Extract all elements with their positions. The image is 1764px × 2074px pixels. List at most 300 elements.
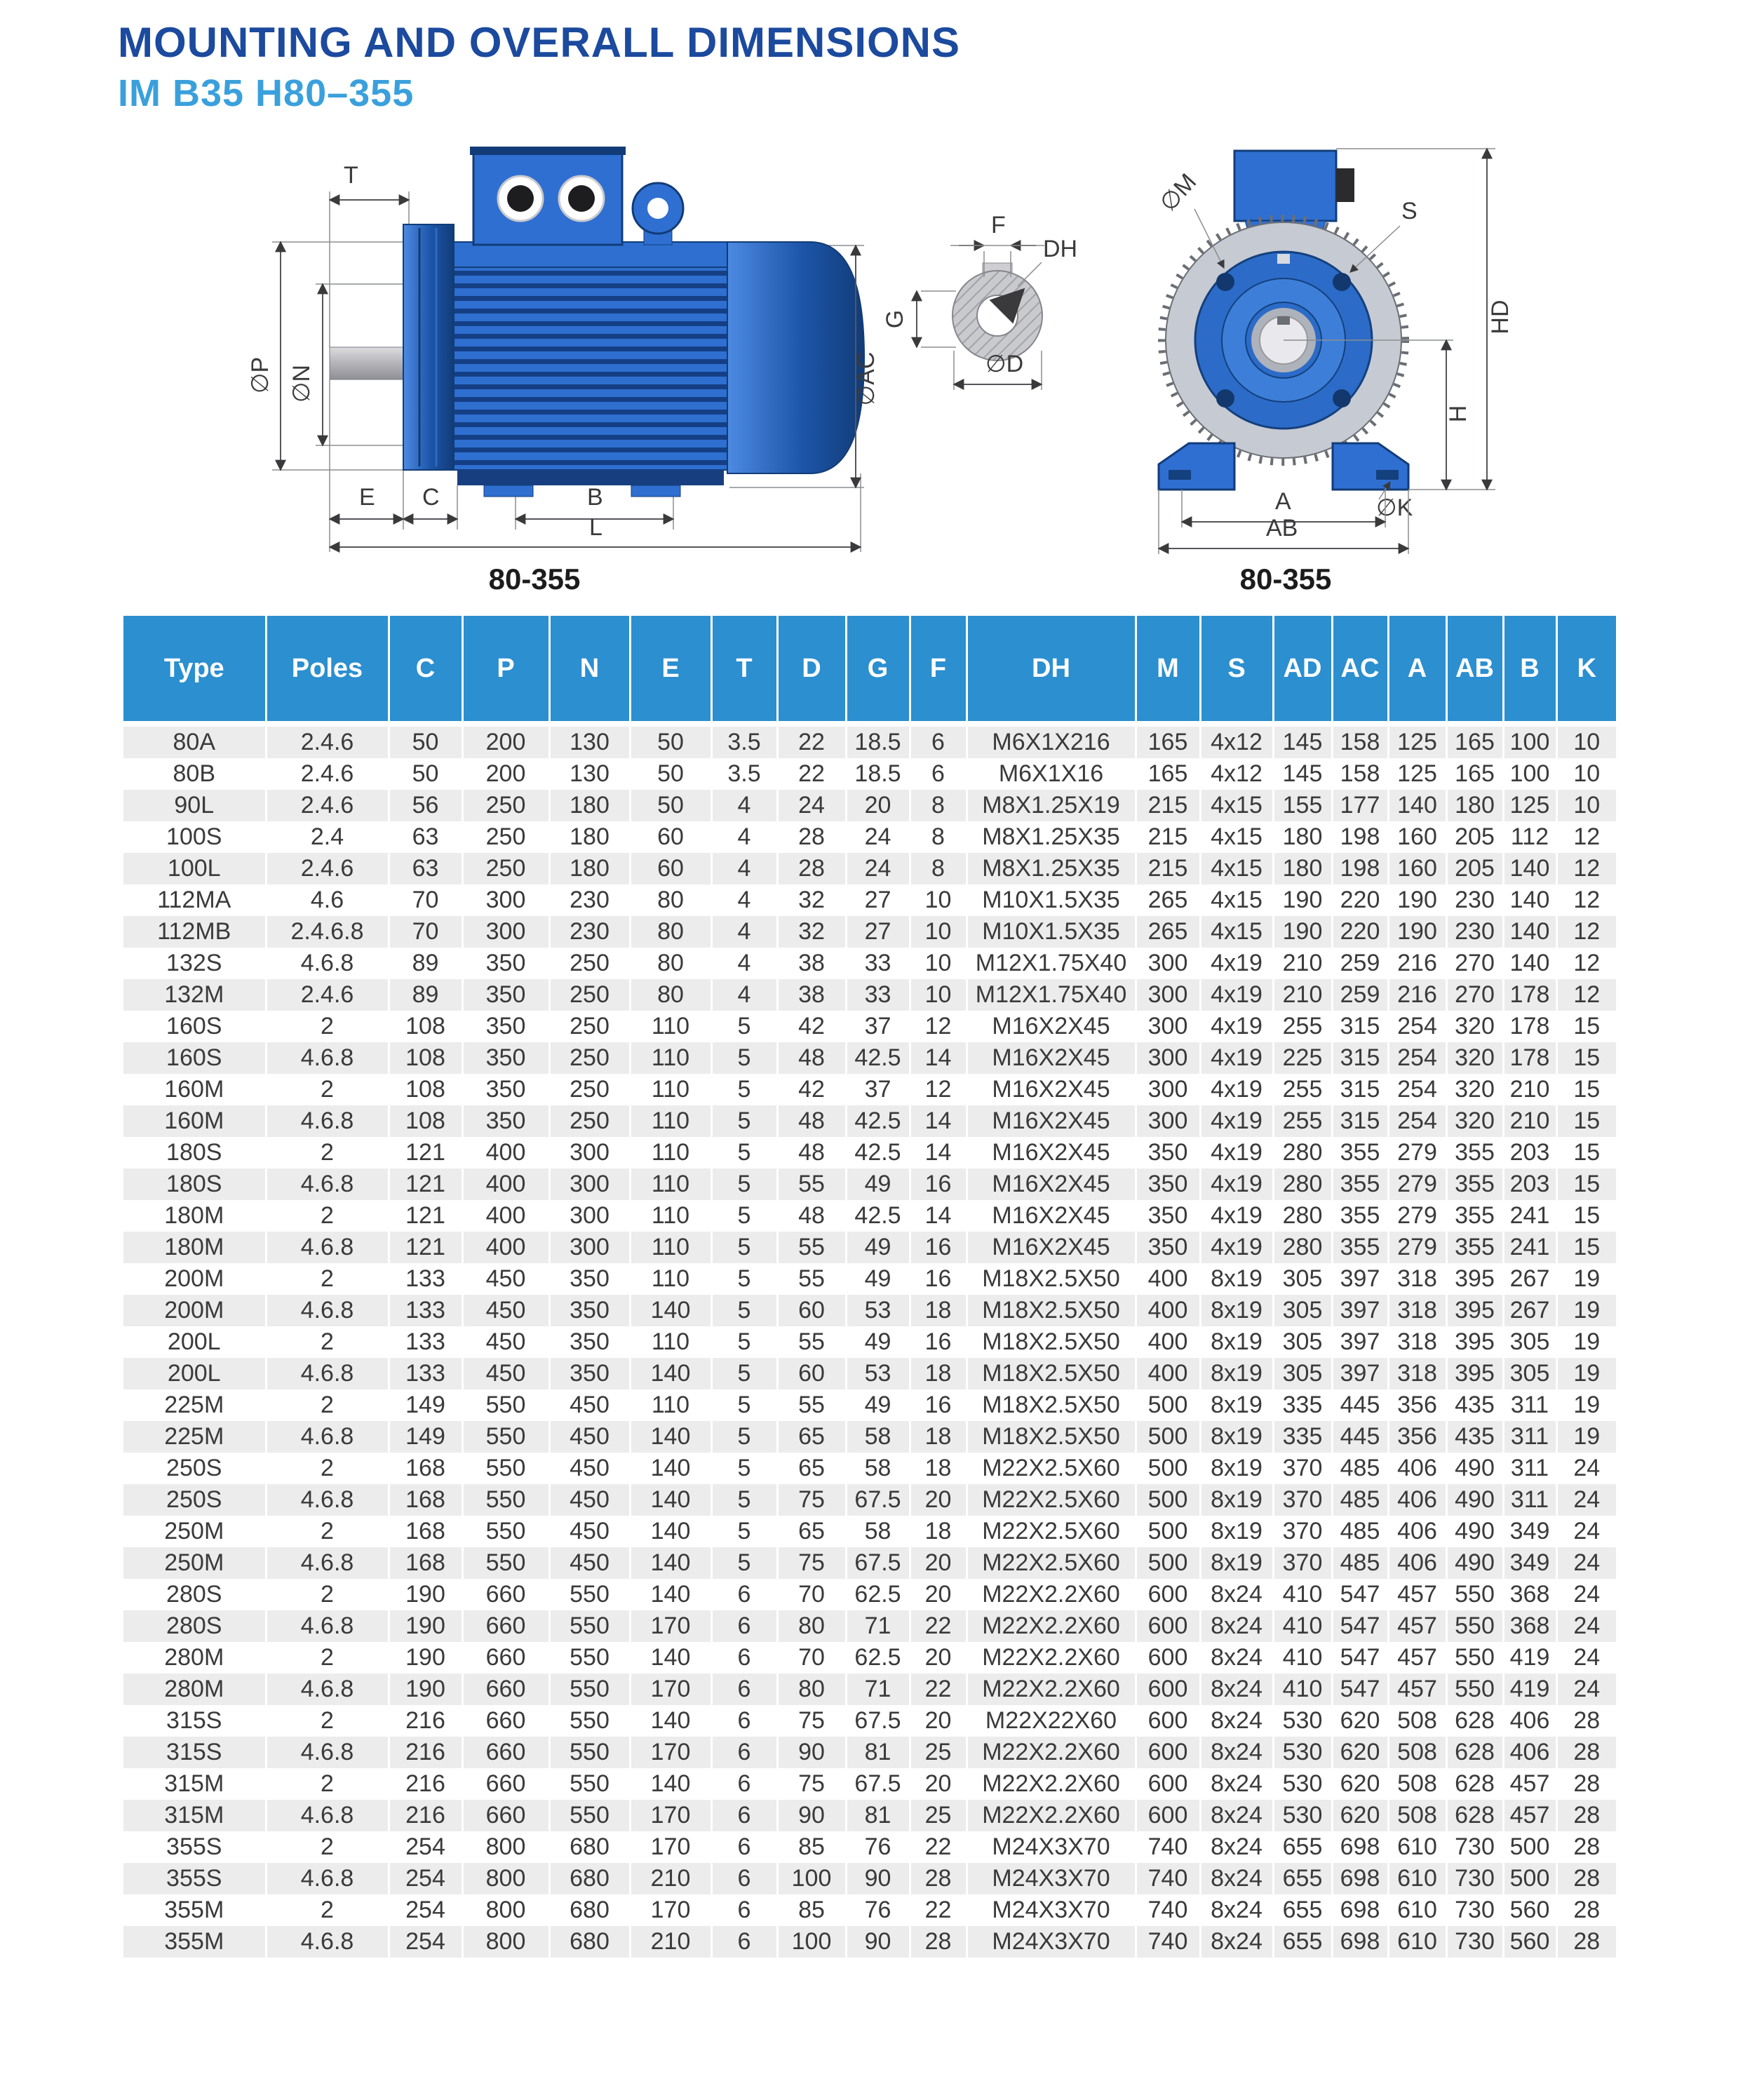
- cell-c: 133: [389, 1263, 462, 1295]
- col-header-b: B: [1503, 616, 1556, 724]
- cell-poles: 4.6.8: [266, 1610, 389, 1642]
- cell-t: 4: [711, 790, 777, 821]
- cell-a: 216: [1388, 979, 1446, 1011]
- cell-f: 18: [910, 1295, 967, 1326]
- table-row: [123, 1800, 1616, 1831]
- cell-f: 14: [910, 1200, 967, 1232]
- cell-ac: 485: [1332, 1547, 1388, 1579]
- cell-ac: 198: [1332, 821, 1388, 853]
- cell-b: 100: [1503, 758, 1556, 790]
- cell-ab: 320: [1446, 1042, 1503, 1074]
- cell-t: 5: [711, 1484, 777, 1516]
- cell-ad: 335: [1273, 1389, 1332, 1421]
- cell-f: 8: [910, 853, 967, 884]
- cell-ab: 435: [1446, 1421, 1503, 1453]
- cell-s: 8x19: [1200, 1547, 1273, 1579]
- cell-a: 190: [1388, 884, 1446, 916]
- cell-t: 6: [711, 1894, 777, 1926]
- cell-b: 203: [1503, 1169, 1556, 1200]
- cell-dh: M24X3X70: [967, 1831, 1136, 1863]
- cell-t: 6: [711, 1642, 777, 1674]
- cell-d: 48: [777, 1200, 846, 1232]
- cell-f: 18: [910, 1358, 967, 1389]
- cell-ac: 485: [1332, 1484, 1388, 1516]
- cell-n: 550: [549, 1579, 630, 1610]
- cell-type: 160M: [123, 1074, 266, 1105]
- cell-p: 350: [462, 979, 549, 1011]
- cell-type: 200L: [123, 1358, 266, 1389]
- table-body: [123, 724, 1616, 1958]
- cell-ac: 445: [1332, 1389, 1388, 1421]
- cell-ab: 355: [1446, 1200, 1503, 1232]
- table-row: [123, 1105, 1616, 1137]
- cell-p: 350: [462, 1074, 549, 1105]
- cell-n: 680: [549, 1863, 630, 1894]
- cell-b: 406: [1503, 1705, 1556, 1737]
- cell-ad: 410: [1273, 1579, 1332, 1610]
- cell-a: 406: [1388, 1484, 1446, 1516]
- cell-d: 28: [777, 821, 846, 853]
- cell-t: 5: [711, 1389, 777, 1421]
- col-header-a: A: [1388, 616, 1446, 724]
- cell-p: 660: [462, 1705, 549, 1737]
- cell-poles: 2.4: [266, 821, 389, 853]
- cell-ac: 315: [1332, 1105, 1388, 1137]
- cell-e: 50: [630, 758, 711, 790]
- cell-dh: M24X3X70: [967, 1926, 1136, 1958]
- cell-ab: 730: [1446, 1863, 1503, 1894]
- cell-m: 500: [1136, 1516, 1200, 1547]
- cell-m: 300: [1136, 1011, 1200, 1042]
- cell-dh: M6X1X216: [967, 724, 1136, 758]
- cell-f: 20: [910, 1642, 967, 1674]
- cell-s: 4x19: [1200, 948, 1273, 979]
- cell-p: 660: [462, 1674, 549, 1705]
- dim-label-hd: HD: [1487, 299, 1514, 335]
- cell-type: 200M: [123, 1263, 266, 1295]
- dim-label-h: H: [1445, 405, 1472, 423]
- cell-t: 5: [711, 1232, 777, 1263]
- cell-n: 230: [549, 884, 630, 916]
- cell-poles: 2: [266, 1074, 389, 1105]
- cell-p: 800: [462, 1894, 549, 1926]
- cell-f: 18: [910, 1421, 967, 1453]
- cell-g: 67.5: [846, 1768, 910, 1800]
- cell-k: 12: [1556, 979, 1616, 1011]
- cell-ad: 180: [1273, 821, 1332, 853]
- cell-ac: 620: [1332, 1800, 1388, 1831]
- table-row: [123, 1894, 1616, 1926]
- cell-m: 400: [1136, 1326, 1200, 1358]
- cell-m: 600: [1136, 1674, 1200, 1705]
- cell-k: 24: [1573, 1455, 1601, 1481]
- cell-n: 250: [549, 979, 630, 1011]
- cell-n: 550: [549, 1737, 630, 1768]
- cell-f: 22: [910, 1831, 967, 1863]
- cell-a: 318: [1388, 1358, 1446, 1389]
- cell-ab: 320: [1446, 1011, 1503, 1042]
- cell-m: 500: [1136, 1389, 1200, 1421]
- cell-e: 110: [630, 1326, 711, 1358]
- cell-n: 550: [549, 1705, 630, 1737]
- cell-ad: 655: [1273, 1831, 1332, 1863]
- cell-e: 110: [630, 1200, 711, 1232]
- cell-s: 8x24: [1200, 1579, 1273, 1610]
- table-row: [123, 1326, 1616, 1358]
- cell-m: 300: [1136, 979, 1200, 1011]
- cell-g: 37: [846, 1074, 910, 1105]
- cell-f: 14: [910, 1137, 967, 1169]
- cell-g: 33: [846, 979, 910, 1011]
- cell-b: 560: [1503, 1894, 1556, 1926]
- cell-d: 55: [777, 1169, 846, 1200]
- cell-t: 6: [711, 1863, 777, 1894]
- cell-p: 660: [462, 1579, 549, 1610]
- cell-e: 80: [630, 884, 711, 916]
- cell-m: 740: [1136, 1894, 1200, 1926]
- cell-ac: 547: [1332, 1674, 1388, 1705]
- bolt-hole-bl: [1216, 389, 1234, 408]
- cell-ab: 320: [1446, 1074, 1503, 1105]
- cell-e: 170: [630, 1674, 711, 1705]
- cell-g: 62.5: [846, 1579, 910, 1610]
- table-row: [123, 724, 1616, 758]
- shaft: [330, 347, 403, 379]
- cell-k: 15: [1556, 1232, 1616, 1263]
- cell-c: 149: [389, 1389, 462, 1421]
- front-view-caption: 80-355: [1239, 563, 1332, 595]
- cell-n: 450: [549, 1484, 630, 1516]
- dim-label-t: T: [344, 162, 358, 189]
- cell-b: 140: [1503, 884, 1556, 916]
- cell-t: 5: [711, 1042, 777, 1074]
- cell-c: 216: [389, 1705, 462, 1737]
- cell-b: 210: [1503, 1074, 1556, 1105]
- cell-dh: M16X2X45: [967, 1105, 1136, 1137]
- cell-k: 15: [1573, 1076, 1601, 1103]
- cell-g: 53: [846, 1295, 910, 1326]
- front-body: [1159, 151, 1408, 490]
- cell-t: 5: [711, 1011, 777, 1042]
- cell-f: 20: [910, 1484, 967, 1516]
- cell-p: 660: [462, 1768, 549, 1800]
- cell-f: 8: [910, 821, 967, 853]
- cell-p: 450: [462, 1263, 549, 1295]
- table-row: [123, 1358, 1616, 1389]
- cell-m: 500: [1136, 1547, 1200, 1579]
- col-header-e: E: [630, 616, 711, 724]
- cell-b: 241: [1503, 1232, 1556, 1263]
- cell-b: 267: [1503, 1295, 1556, 1326]
- table-row: [123, 821, 1616, 853]
- cell-s: 4x15: [1200, 821, 1273, 853]
- cell-n: 680: [549, 1926, 630, 1958]
- cell-type: 100S: [123, 821, 266, 853]
- cell-a: 457: [1388, 1642, 1446, 1674]
- col-header-poles: Poles: [266, 616, 389, 724]
- cell-k: 15: [1556, 1169, 1616, 1200]
- cell-ad: 370: [1273, 1516, 1332, 1547]
- cell-ac: 355: [1332, 1137, 1388, 1169]
- cell-a: 457: [1388, 1610, 1446, 1642]
- cell-t: 6: [711, 1674, 777, 1705]
- cell-t: 5: [711, 1074, 777, 1105]
- cell-m: 600: [1136, 1737, 1200, 1768]
- cell-c: 89: [389, 979, 462, 1011]
- cell-a: 279: [1388, 1169, 1446, 1200]
- col-header-d: D: [777, 616, 846, 724]
- cell-ad: 155: [1273, 790, 1332, 821]
- cell-dh: M22X2.5X60: [967, 1547, 1136, 1579]
- cell-p: 450: [462, 1326, 549, 1358]
- cell-c: 50: [389, 724, 462, 758]
- cell-c: 121: [389, 1169, 462, 1200]
- cell-e: 110: [630, 1263, 711, 1295]
- cell-f: 18: [910, 1516, 967, 1547]
- cell-dh: M12X1.75X40: [967, 979, 1136, 1011]
- cell-n: 350: [549, 1326, 630, 1358]
- cell-d: 22: [777, 758, 846, 790]
- cell-c: 254: [389, 1894, 462, 1926]
- cell-ac: 547: [1332, 1579, 1388, 1610]
- cell-c: 121: [389, 1232, 462, 1263]
- cell-p: 660: [462, 1800, 549, 1831]
- cell-c: 168: [389, 1547, 462, 1579]
- dim-label-n: ∅N: [288, 364, 315, 403]
- cell-s: 8x24: [1200, 1768, 1273, 1800]
- cell-d: 90: [777, 1800, 846, 1831]
- header-row: [123, 616, 1616, 724]
- cell-k: 15: [1573, 1139, 1601, 1166]
- cell-ad: 530: [1273, 1737, 1332, 1768]
- cell-d: 38: [777, 948, 846, 979]
- cell-t: 5: [711, 1421, 777, 1453]
- cell-a: 216: [1388, 948, 1446, 979]
- cell-type: 355S: [123, 1831, 266, 1863]
- cell-a: 125: [1388, 724, 1446, 758]
- cell-g: 58: [846, 1453, 910, 1484]
- cell-a: 610: [1388, 1863, 1446, 1894]
- cell-d: 60: [777, 1295, 846, 1326]
- cell-e: 50: [630, 790, 711, 821]
- cell-m: 400: [1136, 1263, 1200, 1295]
- col-header-c: C: [389, 616, 462, 724]
- dim-label-k: ∅K: [1376, 494, 1413, 521]
- foot-slot-right: [1376, 470, 1399, 480]
- cell-a: 254: [1388, 1042, 1446, 1074]
- cell-e: 80: [630, 948, 711, 979]
- cell-c: 149: [389, 1421, 462, 1453]
- table-row: [123, 1200, 1616, 1232]
- cell-t: 5: [711, 1200, 777, 1232]
- cell-dh: M16X2X45: [967, 1137, 1136, 1169]
- cell-b: 241: [1503, 1200, 1556, 1232]
- cell-s: 8x19: [1200, 1421, 1273, 1453]
- cell-poles: 4.6: [266, 884, 389, 916]
- cell-type: 225M: [123, 1389, 266, 1421]
- cell-e: 110: [630, 1137, 711, 1169]
- cell-poles: 4.6.8: [266, 1042, 389, 1074]
- cell-f: 20: [910, 1547, 967, 1579]
- cell-poles: 4.6.8: [266, 1232, 389, 1263]
- dimensions-table-container: [123, 616, 1616, 1958]
- cell-ac: 259: [1332, 948, 1388, 979]
- cell-b: 112: [1503, 821, 1556, 853]
- cell-n: 250: [549, 948, 630, 979]
- cell-k: 24: [1556, 1674, 1616, 1705]
- cell-n: 300: [549, 1200, 630, 1232]
- cell-f: 28: [910, 1926, 967, 1958]
- cell-ac: 158: [1332, 724, 1388, 758]
- base-skirt: [457, 470, 724, 485]
- cell-g: 58: [846, 1421, 910, 1453]
- motor-side-view-drawing: [238, 137, 884, 558]
- cell-ac: 220: [1332, 884, 1388, 916]
- cell-g: 18.5: [846, 758, 910, 790]
- cell-poles: 4.6.8: [266, 1547, 389, 1579]
- cell-f: 10: [910, 948, 967, 979]
- cell-m: 300: [1136, 1042, 1200, 1074]
- cell-n: 300: [549, 1137, 630, 1169]
- front-flange: [403, 224, 454, 470]
- cell-d: 90: [777, 1737, 846, 1768]
- cell-ab: 628: [1446, 1737, 1503, 1768]
- cell-c: 108: [389, 1105, 462, 1137]
- cell-m: 300: [1136, 1074, 1200, 1105]
- cell-n: 180: [549, 853, 630, 884]
- cell-c: 63: [389, 853, 462, 884]
- cell-dh: M18X2.5X50: [967, 1358, 1136, 1389]
- cell-dh: M10X1.5X35: [967, 884, 1136, 916]
- cell-t: 5: [711, 1516, 777, 1547]
- dim-label-c: C: [422, 484, 440, 511]
- cell-ac: 547: [1332, 1642, 1388, 1674]
- table-row: [123, 1074, 1616, 1105]
- cell-ab: 395: [1446, 1295, 1503, 1326]
- cell-poles: 4.6.8: [266, 1800, 389, 1831]
- cell-t: 4: [711, 916, 777, 948]
- cell-poles: 2: [266, 1768, 389, 1800]
- table-row: [123, 1421, 1616, 1453]
- cell-type: 112MA: [123, 884, 266, 916]
- cell-t: 5: [711, 1326, 777, 1358]
- cell-p: 660: [462, 1642, 549, 1674]
- cell-ab: 628: [1446, 1768, 1503, 1800]
- cell-ac: 620: [1332, 1737, 1388, 1768]
- cell-m: 215: [1136, 853, 1200, 884]
- cell-k: 28: [1556, 1737, 1616, 1768]
- cell-c: 133: [389, 1326, 462, 1358]
- table-row: [123, 1011, 1616, 1042]
- cell-c: 190: [389, 1642, 462, 1674]
- cell-poles: 2.4.6: [266, 724, 389, 758]
- cell-p: 350: [462, 948, 549, 979]
- cell-m: 500: [1136, 1453, 1200, 1484]
- cell-e: 140: [630, 1484, 711, 1516]
- cell-poles: 2: [266, 1389, 389, 1421]
- cell-s: 8x24: [1200, 1705, 1273, 1737]
- cell-f: 20: [910, 1768, 967, 1800]
- cell-b: 500: [1503, 1863, 1556, 1894]
- cell-m: 300: [1136, 1105, 1200, 1137]
- cell-a: 160: [1388, 821, 1446, 853]
- cell-m: 165: [1136, 758, 1200, 790]
- cell-m: 600: [1136, 1800, 1200, 1831]
- cell-a: 318: [1388, 1326, 1446, 1358]
- cell-ab: 355: [1446, 1169, 1503, 1200]
- table-row: [123, 1863, 1616, 1894]
- cell-poles: 4.6.8: [266, 948, 389, 979]
- cell-s: 8x19: [1200, 1263, 1273, 1295]
- cell-p: 250: [462, 853, 549, 884]
- cell-ab: 205: [1446, 853, 1503, 884]
- dim-label-f: F: [991, 212, 1006, 238]
- cell-m: 400: [1136, 1358, 1200, 1389]
- cell-p: 400: [462, 1137, 549, 1169]
- cell-t: 6: [711, 1800, 777, 1831]
- cell-m: 740: [1136, 1863, 1200, 1894]
- cell-dh: M16X2X45: [967, 1042, 1136, 1074]
- dim-label-e: E: [359, 484, 375, 511]
- cell-s: 8x19: [1200, 1295, 1273, 1326]
- cell-t: 4: [711, 884, 777, 916]
- cell-ab: 490: [1446, 1547, 1503, 1579]
- cell-c: 190: [389, 1610, 462, 1642]
- bolt-hole-tl: [1216, 273, 1234, 291]
- cell-d: 24: [777, 790, 846, 821]
- cell-g: 90: [846, 1926, 910, 1958]
- cell-n: 550: [549, 1642, 630, 1674]
- cell-t: 4: [711, 948, 777, 979]
- cell-n: 230: [549, 916, 630, 948]
- cell-m: 165: [1136, 724, 1200, 758]
- cell-poles: 2.4.6: [266, 790, 389, 821]
- cell-e: 110: [630, 1105, 711, 1137]
- cell-ab: 355: [1446, 1232, 1503, 1263]
- cell-d: 48: [777, 1137, 846, 1169]
- cell-d: 80: [777, 1674, 846, 1705]
- cell-s: 8x24: [1200, 1674, 1273, 1705]
- cell-t: 5: [711, 1169, 777, 1200]
- cell-a: 279: [1388, 1232, 1446, 1263]
- cell-e: 140: [630, 1453, 711, 1484]
- cell-type: 180M: [123, 1200, 266, 1232]
- cell-b: 305: [1503, 1326, 1556, 1358]
- cell-b: 210: [1503, 1105, 1556, 1137]
- col-header-f: F: [910, 616, 967, 724]
- cell-dh: M22X2.2X60: [967, 1642, 1136, 1674]
- cell-f: 16: [910, 1232, 967, 1263]
- cell-ad: 280: [1273, 1232, 1332, 1263]
- cell-p: 200: [462, 758, 549, 790]
- cell-m: 350: [1136, 1200, 1200, 1232]
- cell-g: 49: [846, 1232, 910, 1263]
- cell-m: 500: [1136, 1421, 1200, 1453]
- cell-m: 740: [1136, 1831, 1200, 1863]
- cell-d: 65: [777, 1453, 846, 1484]
- cell-p: 550: [462, 1516, 549, 1547]
- cell-c: 63: [389, 821, 462, 853]
- cell-m: 740: [1136, 1926, 1200, 1958]
- cell-type: 280S: [123, 1579, 266, 1610]
- cell-a: 457: [1388, 1674, 1446, 1705]
- shaft-keyway-front: [1277, 316, 1290, 325]
- cell-p: 400: [462, 1169, 549, 1200]
- cell-dh: M18X2.5X50: [967, 1389, 1136, 1421]
- shaft-section-body: [952, 263, 1042, 361]
- cell-m: 600: [1136, 1705, 1200, 1737]
- cell-s: 8x24: [1200, 1831, 1273, 1863]
